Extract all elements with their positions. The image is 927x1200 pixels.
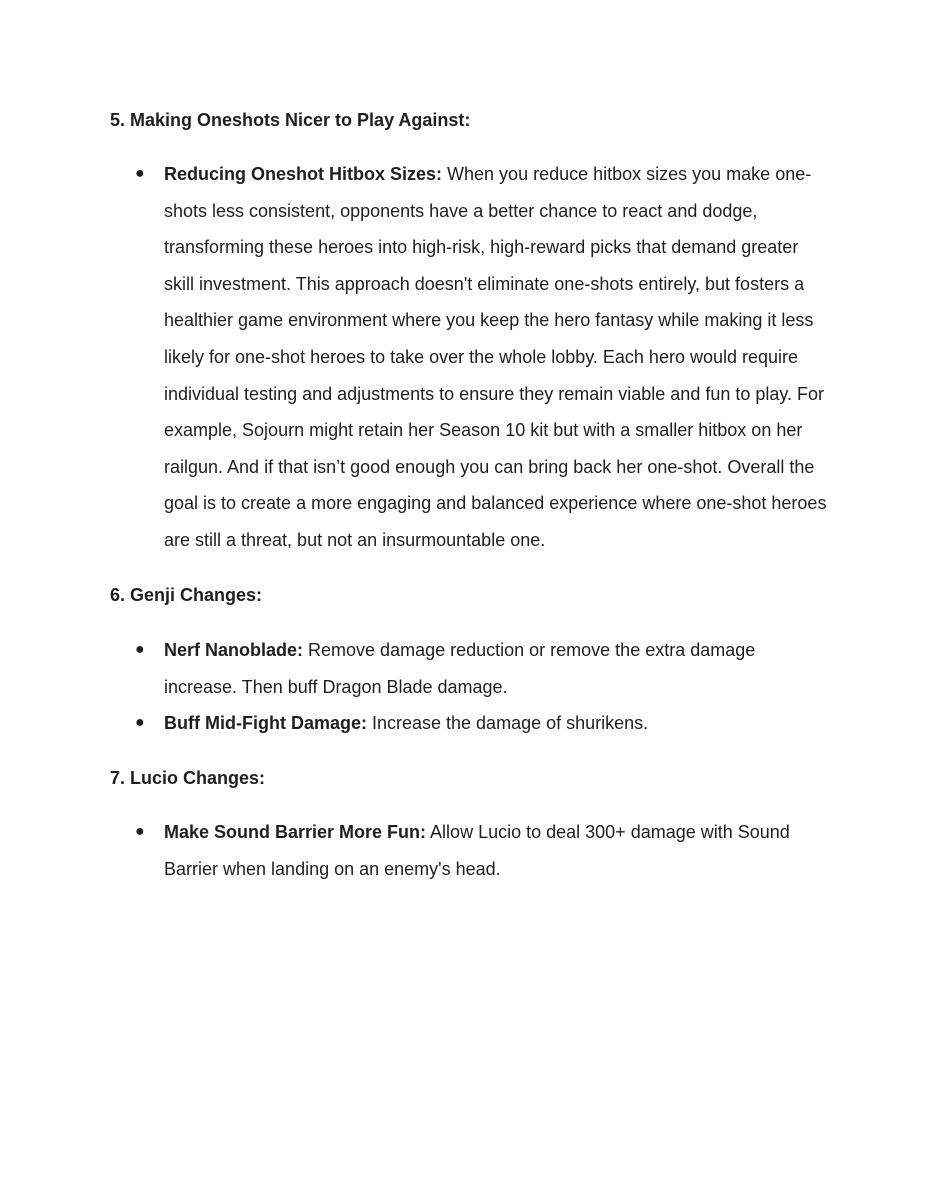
list-item (110, 814, 830, 887)
list-item (110, 705, 830, 742)
list-item (110, 632, 830, 705)
bullet-title: Buff Mid-Fight Damage: (164, 713, 367, 734)
section-heading-genji: 6. Genji Changes: (110, 585, 263, 605)
oneshots-bullet-list (110, 156, 830, 559)
list-item (110, 156, 830, 559)
bullet-text: Increase the damage of shurikens. (366, 713, 649, 734)
bullet-text: When you reduce hitbox sizes you make one-shots less consistent, opponents have a better chance to react and dodge, transforming these heroes into high-risk, high-reward picks that demand greater skill investment. This approach doesn't eliminate one-shots entirely, but fosters a healthier game environment where you keep the hero fantasy while making it less likely for one-shot heroes to take over the whole lobby. Each hero would require individual testing and adjustments to ensure they remain viable and fun to play. For example, Sojourn might retain her Season 10 kit but with a smaller hitbox on her railgun. And if that isn’t good enough you can bring back her one-shot. Overall the goal is to create a more engaging and balanced experience where one-shot heroes are still a threat, but not an insurmountable one. (164, 164, 827, 550)
bullet-title: Reducing Oneshot Hitbox Sizes: (164, 164, 443, 184)
bullet-text: Remove damage reduction or remove the extra damage increase. Then buff Dragon Blade damage. (164, 640, 756, 697)
bullet-icon: ● (135, 823, 145, 840)
bullet-title: Nerf Nanoblade: (164, 640, 304, 660)
section-heading-oneshots: 5. Making Oneshots Nicer to Play Against: (110, 110, 471, 130)
bullet-icon: ● (135, 714, 145, 732)
section-heading-lucio: 7. Lucio Changes: (110, 768, 266, 788)
lucio-bullet-list (110, 814, 830, 887)
bullet-title: Make Sound Barrier More Fun: (164, 822, 427, 842)
bullet-icon: ● (135, 641, 145, 658)
bullet-text: Allow Lucio to deal 300+ damage with Sound Barrier when landing on an enemy's head. (164, 822, 790, 879)
genji-bullet-list (110, 632, 830, 742)
bullet-icon: ● (135, 165, 145, 182)
